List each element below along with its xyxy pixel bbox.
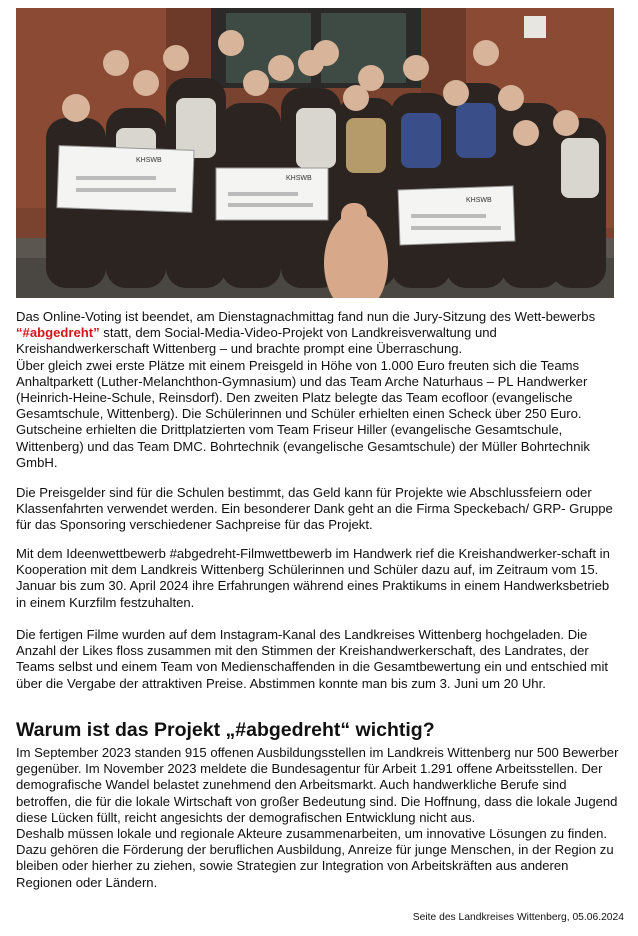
abgedreht-highlight: “#abgedreht” (16, 325, 100, 341)
section-heading: Warum ist das Projekt „#abgedreht“ wichtig? (16, 719, 435, 741)
svg-text:KHSWB: KHSWB (286, 175, 312, 182)
paragraph-voting: Die fertigen Filme wurden auf dem Instagram-Kanal des Landkreises Wittenberg hochgeladen. Die Anzahl der Likes floss zusammen mit den Stimmen der Kreishandwerkerschaft, des Landrates, der Teams selbst und einem Team von Medienschaffenden in die Gesamtbewertung ein und entschied mit über die Vergabe der attraktiven Preise. Abstimmen konnte man bis zum 3. Juni um 20 Uhr. (16, 627, 608, 691)
source-citation: Seite des Landkreises Wittenberg, 05.06.2024 (412, 912, 624, 923)
svg-text:KHSWB: KHSWB (136, 157, 162, 164)
paragraph-intro (16, 309, 622, 471)
paragraph-competition: Mit dem Ideenwettbewerb #abgedreht-Filmwettbewerb im Handwerk rief die Kreishandwerker-schaft in Kooperation mit dem Landkreis Wittenberg Schülerinnen und Schüler dazu auf, im Zeitraum vom 15. Januar bis zum 30. April 2024 ihre Erfahrungen während eines Praktikums in einem Handwerksbetrieb in einem Kurzfilm festzuhalten. (16, 546, 610, 610)
group-photo-illustration (16, 8, 614, 298)
paragraph-prize-money: Die Preisgelder sind für die Schulen bestimmt, das Geld kann für Projekte wie Abschlussfeiern oder Klassenfahrten verwendet werden. Ein besonderer Dank geht an die Firma Speckebach/ GRP- Gruppe für das Sponsoring verschiedener Sachpreise für das Projekt. (16, 485, 613, 533)
paragraph-importance (16, 745, 622, 891)
check-right (398, 186, 515, 245)
intro-text-before: Das Online-Voting ist beendet, am Dienstagnachmittag fand nun die Jury-Sitzung des Wett-bewerbs (16, 309, 596, 324)
check-center (216, 168, 328, 220)
paragraph-labor-market: Im September 2023 standen 915 offenen Ausbildungsstellen im Landkreis Wittenberg nur 500 Bewerber gegenüber. Im November 2023 meldete die Bundesagentur für Arbeit 1.291 offene Arbeitsstellen. Der demografische Wandel belastet zunehmend den Arbeitsmarkt. Auch handwerkliche Berufe sind betroffen, die für die lokale Wirtschaft von großer Bedeutung sind. Die Hoffnung, dass die lokale Jugend diese Lücken füllt, reicht angesichts der demografischen Entwicklung nicht aus. (16, 745, 619, 825)
group-photo (16, 8, 614, 298)
check-left (57, 146, 194, 213)
paragraph-solutions: Deshalb müssen lokale und regionale Akteure zusammenarbeiten, um innovative Lösungen zu finden. Dazu gehören die Förderung der beruflichen Ausbildung, Anreize für junge Menschen, in der Region zu bleiben oder hierher zu ziehen, sowie Strategien zur Integration von Arbeitskräften aus anderen Regionen oder Ländern. (16, 826, 614, 890)
intro-text-after: statt, dem Social-Media-Video-Projekt von Landkreisverwaltung und Kreishandwerkerschaft Wittenberg – und brachte prompt eine Überraschung. (16, 325, 497, 357)
paragraph-winners: Über gleich zwei erste Plätze mit einem Preisgeld in Höhe von 1.000 Euro freuten sich die Teams Anhaltparkett (Luther-Melanchthon-Gymnasium) und das Team Arche Naturhaus – PL Handwerker (Heinrich-Heine-Schule, Reinsdorf). Den zweiten Platz belegte das Team ecofloor (evangelische Gesamtschule, Wittenberg). Die Schülerinnen und Schüler erhielten einen Scheck über 250 Euro. Gutscheine erhielten die Drittplatzierten vom Team Friseur Hiller (evangelische Gesamtschule, Wittenberg) und das Team DMC. Bohrtechnik (evangelische Gesamtschule) der Müller Bohrtechnik GmbH. (16, 357, 590, 470)
svg-text:KHSWB: KHSWB (466, 197, 492, 204)
